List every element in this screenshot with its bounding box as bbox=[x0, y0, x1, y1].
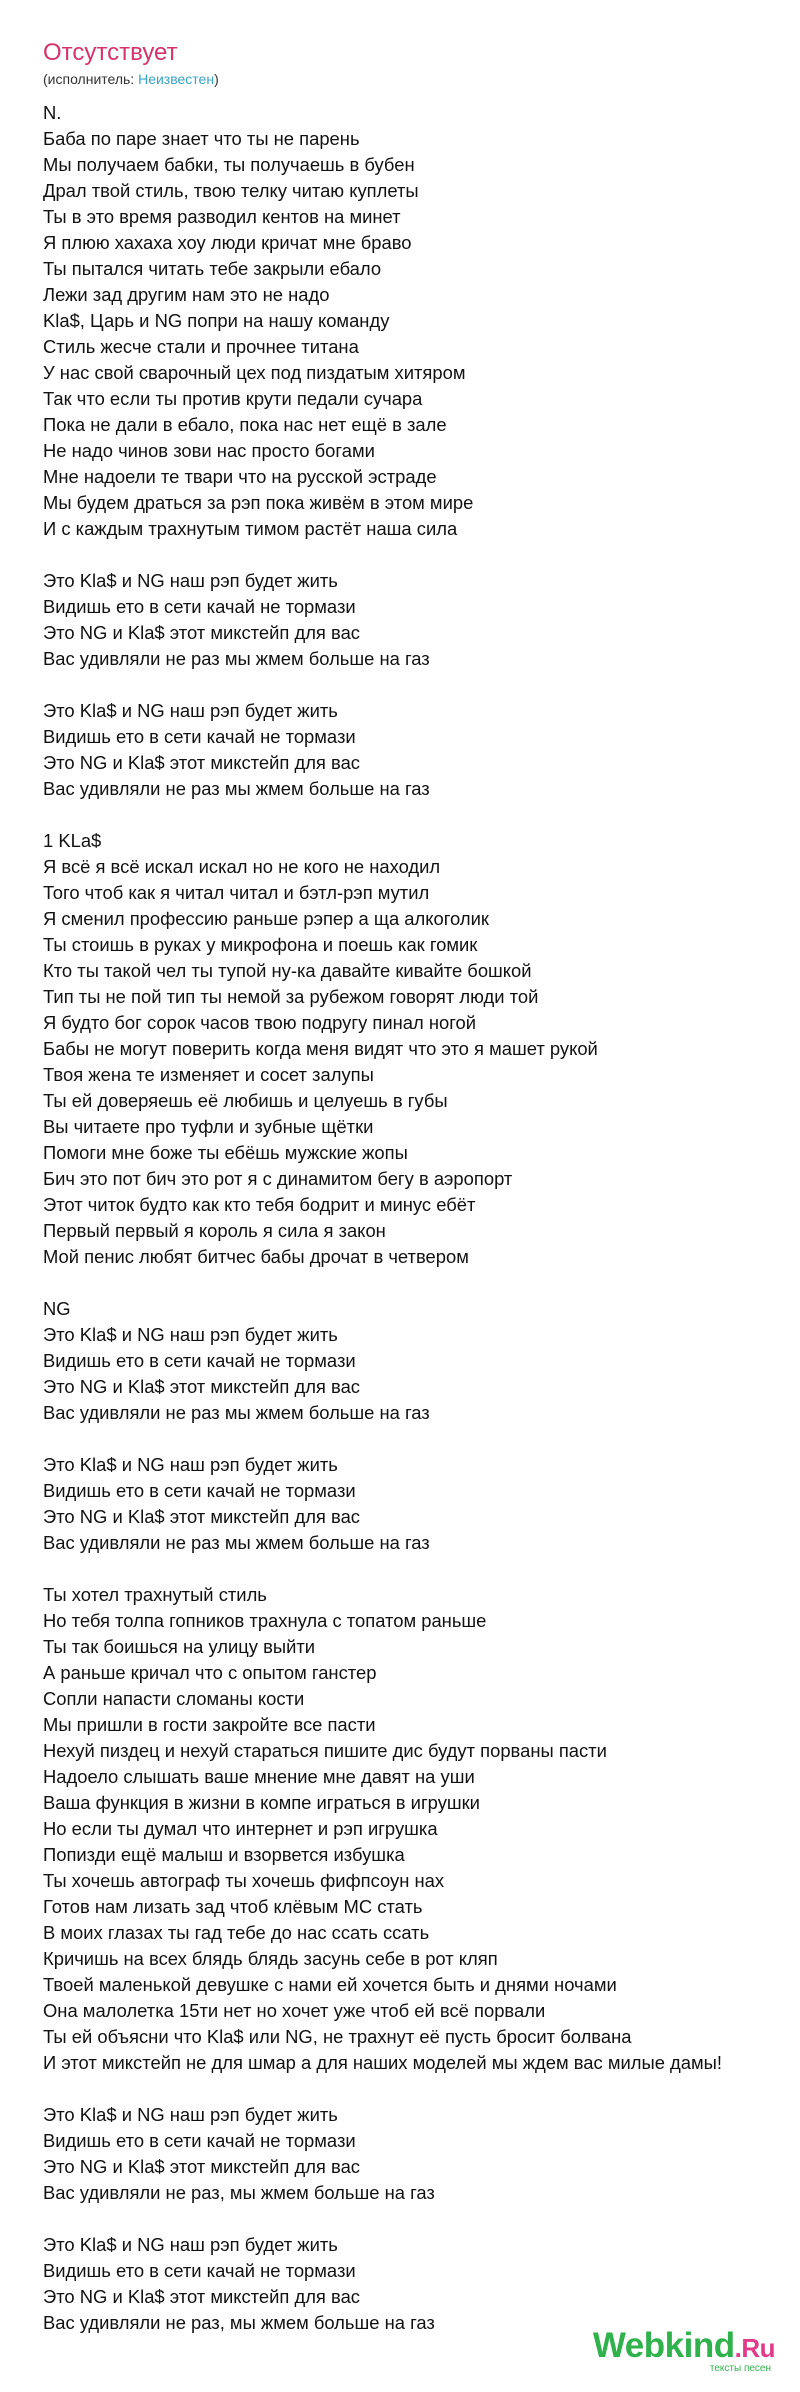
artist-line bbox=[43, 70, 800, 88]
lyric-line: Мы будем драться за рэп пока живём в этом мире bbox=[43, 492, 474, 513]
lyric-line: Это NG и Kla$ этот микстейп для вас bbox=[43, 1506, 360, 1527]
lyric-line: Ты в это время разводил кентов на минет bbox=[43, 206, 401, 227]
lyric-line: Это Kla$ и NG наш рэп будет жить bbox=[43, 570, 338, 591]
lyric-line: Но если ты думал что интернет и рэп игрушка bbox=[43, 1818, 438, 1839]
lyric-line: Это Kla$ и NG наш рэп будет жить bbox=[43, 700, 338, 721]
webkind-logo[interactable] bbox=[593, 2328, 775, 2374]
lyric-line: Ваша функция в жизни в компе играться в игрушки bbox=[43, 1792, 480, 1813]
lyrics-stanza bbox=[43, 698, 800, 802]
lyric-line: Попизди ещё малыш и взорвется избушка bbox=[43, 1844, 405, 1865]
lyric-line: Твоей маленькой девушке с нами ей хочется быть и днями ночами bbox=[43, 1974, 617, 1995]
lyrics-body bbox=[43, 100, 800, 2336]
lyric-line: Мы получаем бабки, ты получаешь в бубен bbox=[43, 154, 415, 175]
lyric-line: Видишь ето в сети качай не тормази bbox=[43, 596, 356, 617]
lyric-line: Ты так боишься на улицу выйти bbox=[43, 1636, 316, 1657]
lyric-line: Готов нам лизать зад чтоб клёвым МС стать bbox=[43, 1896, 423, 1917]
artist-prefix: (исполнитель: bbox=[43, 71, 139, 87]
lyric-line: Ты хочешь автограф ты хочешь фифпсоун нах bbox=[43, 1870, 445, 1891]
logo-web: Web bbox=[592, 2326, 665, 2365]
lyric-line: Не надо чинов зови нас просто богами bbox=[43, 440, 375, 461]
lyrics-stanza bbox=[43, 100, 800, 542]
lyric-line: Kla$, Царь и NG попри на нашу команду bbox=[43, 310, 390, 331]
lyric-line: Ты пытался читать тебе закрыли ебало bbox=[43, 258, 382, 279]
lyric-line: Это Kla$ и NG наш рэп будет жить bbox=[43, 1324, 338, 1345]
lyric-line: Тип ты не пой тип ты немой за рубежом говорят люди той bbox=[43, 986, 539, 1007]
lyric-line: Это NG и Kla$ этот микстейп для вас bbox=[43, 622, 360, 643]
lyrics-stanza bbox=[43, 1452, 800, 1556]
artist-suffix: ) bbox=[214, 71, 219, 87]
logo-wordmark bbox=[593, 2328, 775, 2366]
lyric-line: Видишь ето в сети качай не тормази bbox=[43, 2260, 356, 2281]
lyric-line: Того чтоб как я читал читал и бэтл-рэп мутил bbox=[43, 882, 430, 903]
lyric-line: Помоги мне боже ты ебёшь мужские жопы bbox=[43, 1142, 408, 1163]
lyric-line: Видишь ето в сети качай не тормази bbox=[43, 2130, 356, 2151]
lyric-line: Лежи зад другим нам это не надо bbox=[43, 284, 330, 305]
logo-subtitle: тексты песен bbox=[709, 2363, 771, 2374]
lyric-line: У нас свой сварочный цех под пиздатым хитяром bbox=[43, 362, 466, 383]
lyric-line: Я сменил профессию раньше рэпер а ща алкоголик bbox=[43, 908, 489, 929]
lyric-line: Бабы не могут поверить когда меня видят что это я машет рукой bbox=[43, 1038, 598, 1059]
lyrics-stanza bbox=[43, 2102, 800, 2206]
lyric-line: Ты хотел трахнутый стиль bbox=[43, 1584, 267, 1605]
lyric-line: Вас удивляли не раз мы жмем больше на газ bbox=[43, 648, 430, 669]
lyric-line: Первый первый я король я сила я закон bbox=[43, 1220, 386, 1241]
lyric-line: Баба по паре знает что ты не парень bbox=[43, 128, 360, 149]
lyric-line: Мы пришли в гости закройте все пасти bbox=[43, 1714, 376, 1735]
lyric-line: Я будто бог сорок часов твою подругу пинал ногой bbox=[43, 1012, 477, 1033]
lyric-line: И с каждым трахнутым тимом растёт наша сила bbox=[43, 518, 458, 539]
lyric-line: NG bbox=[43, 1298, 71, 1319]
lyric-line: Ты ей объясни что Kla$ или NG, не трахнут её пусть бросит болвана bbox=[43, 2026, 632, 2047]
lyric-line: Но тебя толпа гопников трахнула с топатом раньше bbox=[43, 1610, 487, 1631]
lyrics-stanza bbox=[43, 1296, 800, 1426]
lyrics-stanza bbox=[43, 828, 800, 1270]
lyric-line: Это NG и Kla$ этот микстейп для вас bbox=[43, 2286, 360, 2307]
lyric-line: Нехуй пиздец и нехуй стараться пишите дис будут порваны пасти bbox=[43, 1740, 607, 1761]
lyric-line: Мой пенис любят битчес бабы дрочат в четвером bbox=[43, 1246, 469, 1267]
lyric-line: Это Kla$ и NG наш рэп будет жить bbox=[43, 1454, 338, 1475]
lyric-line: А раньше кричал что с опытом ганстер bbox=[43, 1662, 377, 1683]
lyric-line: Я плюю хахаха хоу люди кричат мне браво bbox=[43, 232, 412, 253]
lyric-line: Ты ей доверяешь её любишь и целуешь в губы bbox=[43, 1090, 448, 1111]
artist-link[interactable]: Неизвестен bbox=[138, 71, 215, 87]
lyric-line: Это NG и Kla$ этот микстейп для вас bbox=[43, 1376, 360, 1397]
lyric-line: Кричишь на всех блядь блядь засунь себе в рот кляп bbox=[43, 1948, 498, 1969]
lyric-line: Ты стоишь в руках у микрофона и поешь как гомик bbox=[43, 934, 478, 955]
lyrics-stanza bbox=[43, 568, 800, 672]
lyric-line: Кто ты такой чел ты тупой ну-ка давайте кивайте бошкой bbox=[43, 960, 532, 981]
lyric-line: 1 KLa$ bbox=[43, 830, 102, 851]
lyric-line: Это NG и Kla$ этот микстейп для вас bbox=[43, 2156, 360, 2177]
lyric-line: Сопли напасти сломаны кости bbox=[43, 1688, 305, 1709]
lyric-line: Она малолетка 15ти нет но хочет уже чтоб ей всё порвали bbox=[43, 2000, 546, 2021]
lyric-line: Видишь ето в сети качай не тормази bbox=[43, 726, 356, 747]
lyric-line: И этот микстейп не для шмар а для наших моделей мы ждем вас милые дамы! bbox=[43, 2052, 722, 2073]
lyrics-stanza bbox=[43, 1582, 800, 2076]
lyric-line: Вас удивляли не раз мы жмем больше на газ bbox=[43, 1402, 430, 1423]
lyric-line: Я всё я всё искал искал но не кого не находил bbox=[43, 856, 441, 877]
lyric-line: Надоело слышать ваше мнение мне давят на уши bbox=[43, 1766, 475, 1787]
lyric-line: Бич это пот бич это рот я с динамитом бегу в аэропорт bbox=[43, 1168, 513, 1189]
lyric-line: Вы читаете про туфли и зубные щётки bbox=[43, 1116, 374, 1137]
lyric-line: В моих глазах ты гад тебе до нас ссать ссать bbox=[43, 1922, 430, 1943]
lyric-line: Это Kla$ и NG наш рэп будет жить bbox=[43, 2104, 338, 2125]
lyric-line: Это NG и Kla$ этот микстейп для вас bbox=[43, 752, 360, 773]
lyric-line: Стиль жесче стали и прочнее титана bbox=[43, 336, 359, 357]
lyric-line: Твоя жена те изменяет и сосет залупы bbox=[43, 1064, 374, 1085]
lyric-line: Вас удивляли не раз, мы жмем больше на газ bbox=[43, 2312, 435, 2333]
lyrics-stanza bbox=[43, 2232, 800, 2336]
lyric-line: Вас удивляли не раз, мы жмем больше на газ bbox=[43, 2182, 435, 2203]
lyric-line: Мне надоели те твари что на русской эстраде bbox=[43, 466, 437, 487]
lyric-line: Видишь ето в сети качай не тормази bbox=[43, 1480, 356, 1501]
lyric-line: Вас удивляли не раз мы жмем больше на газ bbox=[43, 1532, 430, 1553]
lyric-line: Это Kla$ и NG наш рэп будет жить bbox=[43, 2234, 338, 2255]
logo-ru: .Ru bbox=[734, 2333, 775, 2363]
lyric-line: Вас удивляли не раз мы жмем больше на газ bbox=[43, 778, 430, 799]
lyric-line: Этот читок будто как кто тебя бодрит и минус ебёт bbox=[43, 1194, 476, 1215]
lyric-line: Драл твой стиль, твою телку читаю куплеты bbox=[43, 180, 419, 201]
lyric-line: Так что если ты против крути педали сучара bbox=[43, 388, 423, 409]
song-title: Отсутствует bbox=[43, 39, 178, 66]
lyric-line: N. bbox=[43, 102, 62, 123]
logo-kind: kind bbox=[664, 2326, 735, 2365]
lyric-line: Пока не дали в ебало, пока нас нет ещё в зале bbox=[43, 414, 447, 435]
lyric-line: Видишь ето в сети качай не тормази bbox=[43, 1350, 356, 1371]
